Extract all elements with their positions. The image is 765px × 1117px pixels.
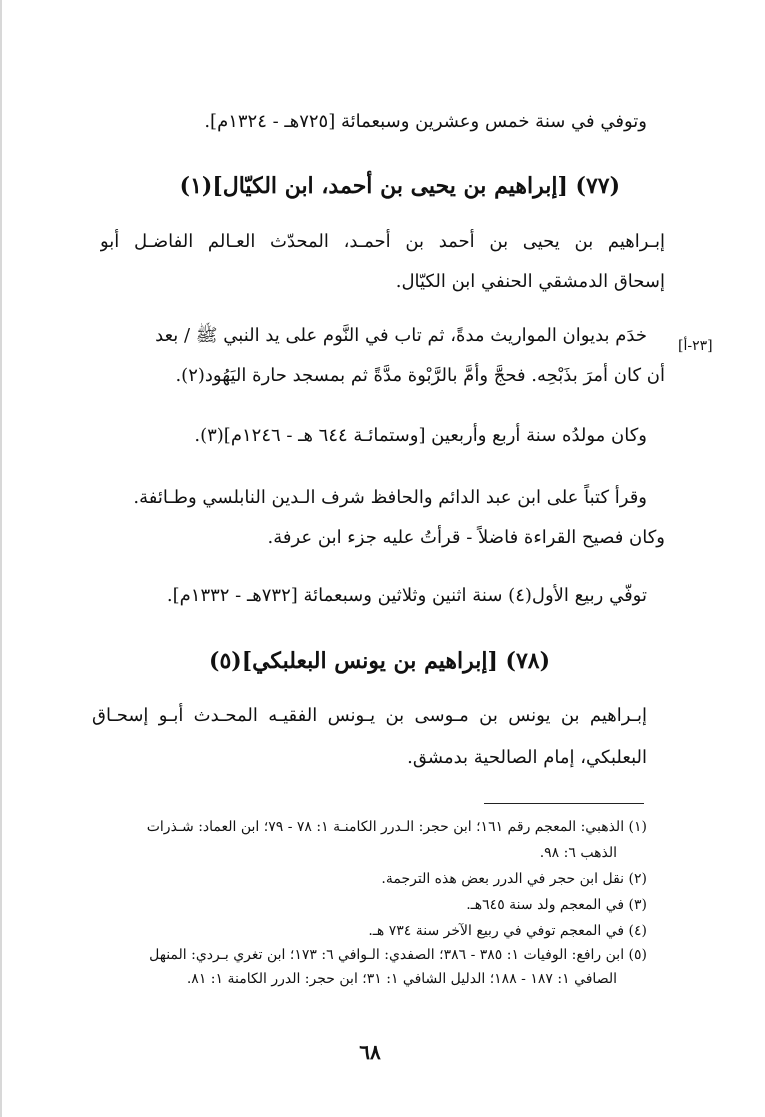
footnote-4: (٤) في المعجم توفي في ربيع الآخر سنة ٧٣٤ هـ.	[368, 923, 647, 939]
page-edge-shadow	[0, 0, 2, 1117]
entry-78-line-2: البعلبكي، إمام الصالحية بدمشق.	[407, 747, 647, 768]
footnote-5-line-1: (٥) ابن رافع: الوفيات ١: ٣٨٥ - ٣٨٦؛ الصفدي: الـوافي ٦: ١٧٣؛ ابن تغري بـردي: المنهل	[149, 947, 647, 963]
entry-77-study-line: وقرأ كتباً على ابن عبد الدائم والحافظ شرف الـدين النابلسي وطـائفة.	[133, 487, 647, 508]
entry-77-death-line: توفّي ربيع الأول(٤) سنة اثنين وثلاثين وسبعمائة [٧٣٢هـ - ١٣٣٢م].	[166, 585, 647, 606]
entry-77-reading-line: وكان فصيح القراءة فاضلاً - قرأتُ عليه جزء ابن عرفة.	[267, 527, 665, 548]
footnote-3: (٣) في المعجم ولد سنة ٦٤٥هـ.	[466, 897, 647, 913]
entry-77-line-3: خدَم بديوان المواريث مدةً، ثم تاب في النَّوم على يد النبي ﷺ / بعد	[155, 325, 647, 346]
entry-77-line-1: إبـراهيم بن يحيى بن أحمد بن أحمـد، المحدّث العـالم الفاضـل أبو	[100, 231, 665, 252]
footnote-separator	[484, 803, 644, 804]
entry-77-line-2: إسحاق الدمشقي الحنفي ابن الكيّال.	[395, 271, 665, 292]
entry-78-heading: (٧٨) [إبراهيم بن يونس البعلبكي](٥)	[209, 648, 550, 674]
page-number: ٦٨	[359, 1040, 381, 1064]
footnote-5-line-2: الصافي ١: ١٨٧ - ١٨٨؛ الدليل الشافي ١: ٣١؛ ابن حجر: الدرر الكامنة ١: ٨١.	[186, 971, 617, 987]
entry-77-line-4: أن كان أمرَ بذَبْحِه. فحجَّ وأمَّ بالرَّبْوة مدَّةً ثم بمسجد حارة اليَهُود(٢).	[175, 365, 665, 386]
manuscript-folio-marker: [٢٣-أ]	[678, 338, 713, 354]
footnote-1-line-1: (١) الذهبي: المعجم رقم ١٦١؛ ابن حجر: الـدرر الكامنـة ١: ٧٨ - ٧٩؛ ابن العماد: شـذرات	[146, 819, 647, 835]
entry-77-heading: (٧٧) [إبراهيم بن يحيى بن أحمد، ابن الكيّال](١)	[179, 173, 620, 199]
entry-77-birth-line: وكان مولدُه سنة أربع وأربعين [وستمائـة ٦٤٤ هـ - ١٢٤٦م](٣).	[194, 425, 647, 446]
footnote-2: (٢) نقل ابن حجر في الدرر بعض هذه الترجمة.	[381, 871, 647, 887]
entry-78-line-1: إبـراهيم بن يونس بن مـوسى بن يـونس الفقيـه المحـدث أبـو إسحـاق	[92, 705, 647, 726]
footnote-1-line-2: الذهب ٦: ٩٨.	[539, 845, 617, 861]
death-line-prev-entry: وتوفي في سنة خمس وعشرين وسبعمائة [٧٢٥هـ - ١٣٢٤م].	[204, 111, 647, 132]
